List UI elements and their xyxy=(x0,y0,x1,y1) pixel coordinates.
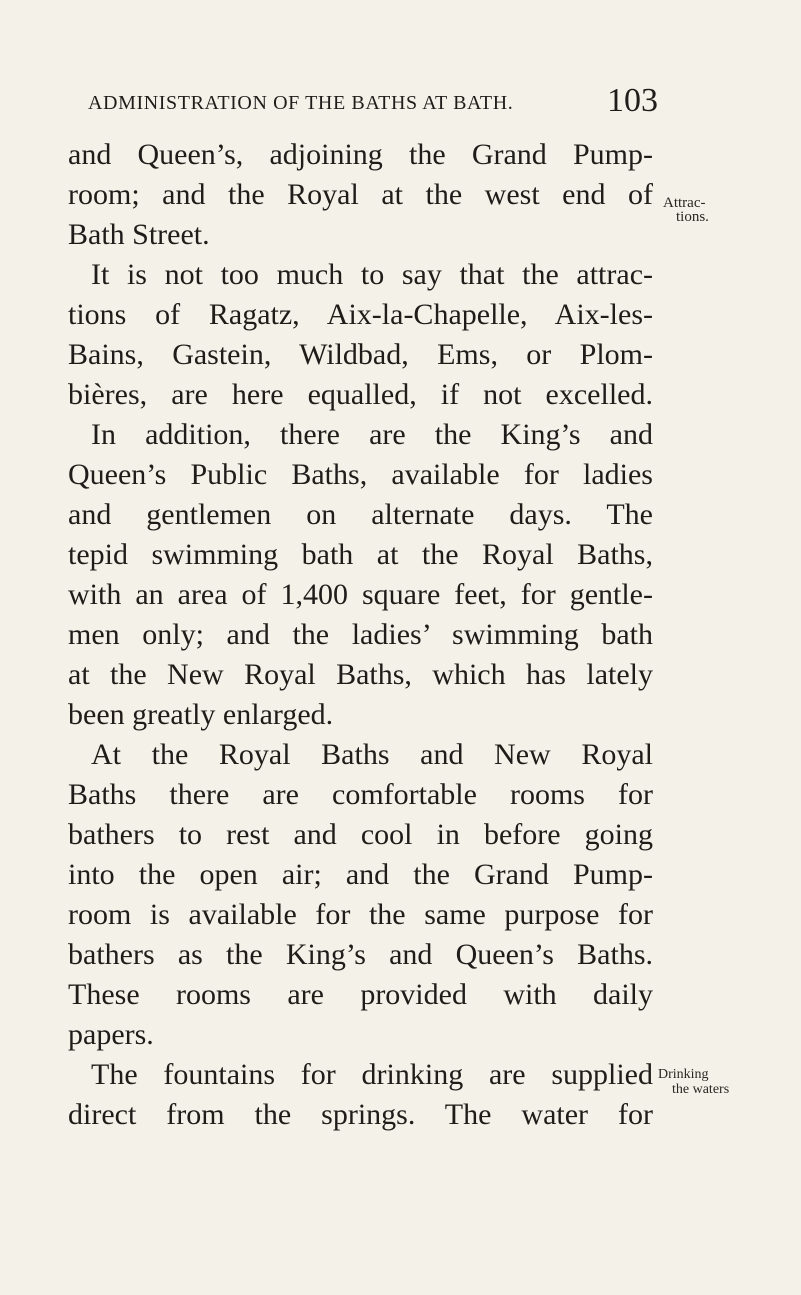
text-line: and Queen’s, adjoining the Grand Pump- xyxy=(68,138,653,171)
running-title: ADMINISTRATION OF THE BATHS AT BATH. xyxy=(88,92,514,114)
running-head xyxy=(88,82,658,120)
text-line: at the New Royal Baths, which has lately xyxy=(68,658,653,691)
margin-note-drinking-cont: the waters xyxy=(672,1082,730,1097)
text-line: room; and the Royal at the west end of xyxy=(68,178,653,211)
text-line: tepid swimming bath at the Royal Baths, xyxy=(68,538,653,571)
text-line: In addition, there are the King’s and xyxy=(91,418,653,451)
text-line: been greatly enlarged. xyxy=(68,698,334,731)
text-line: Bath Street. xyxy=(68,218,210,251)
text-line: Queen’s Public Baths, available for ladies xyxy=(68,458,653,491)
margin-note-attractions-cont: tions. xyxy=(676,209,709,225)
text-line: The fountains for drinking are supplied xyxy=(91,1058,653,1091)
text-line: At the Royal Baths and New Royal xyxy=(91,738,653,771)
text-line: room is available for the same purpose for xyxy=(68,898,653,931)
text-line: Bains, Gastein, Wildbad, Ems, or Plom- xyxy=(68,338,653,371)
text-line: papers. xyxy=(68,1018,154,1051)
text-line: men only; and the ladies’ swimming bath xyxy=(68,618,653,651)
text-line: bathers to rest and cool in before going xyxy=(68,818,653,851)
text-line: It is not too much to say that the attrac- xyxy=(91,258,653,291)
text-line: Baths there are comfortable rooms for xyxy=(68,778,653,811)
page-number: 103 xyxy=(607,82,658,119)
text-line: with an area of 1,400 square feet, for gentle- xyxy=(68,578,653,611)
margin-note-drinking: Drinking xyxy=(658,1067,709,1082)
text-line: tions of Ragatz, Aix-la-Chapelle, Aix-les- xyxy=(68,298,653,331)
text-line: These rooms are provided with daily xyxy=(68,978,653,1011)
margin-note-attractions: Attrac- xyxy=(663,195,706,211)
text-line: direct from the springs. The water for xyxy=(68,1098,653,1131)
text-line: and gentlemen on alternate days. The xyxy=(68,498,653,531)
text-line: bathers as the King’s and Queen’s Baths. xyxy=(68,938,653,971)
text-line: into the open air; and the Grand Pump- xyxy=(68,858,653,891)
text-line: bières, are here equalled, if not excelled. xyxy=(68,378,653,411)
